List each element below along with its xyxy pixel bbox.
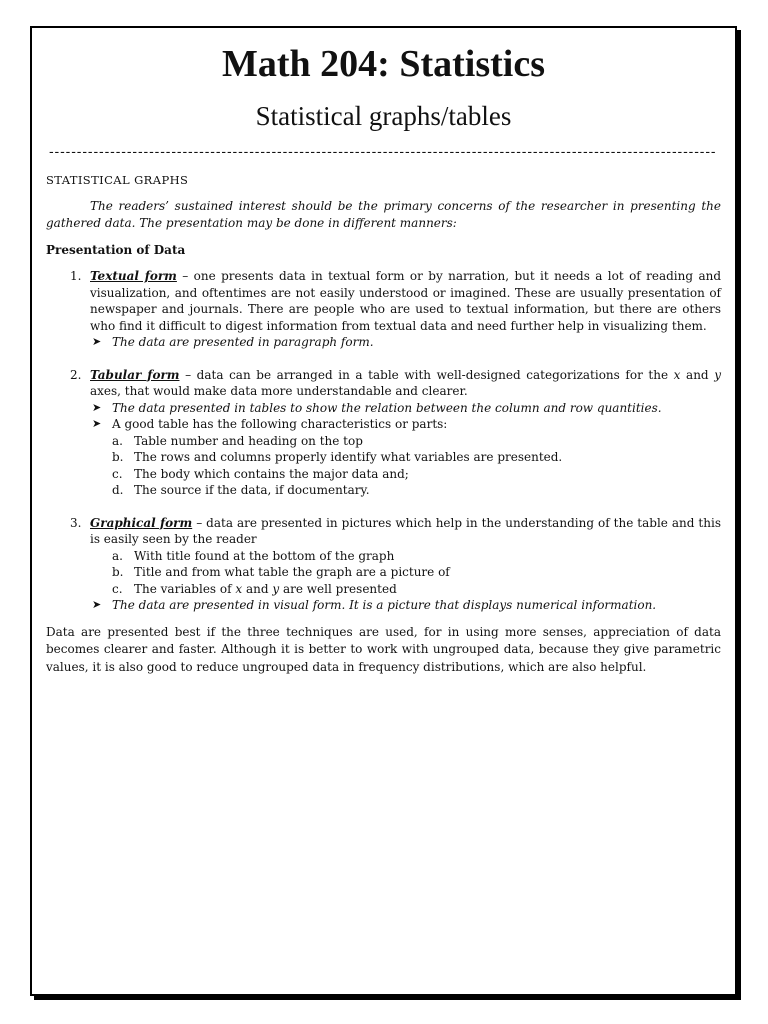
dashed-divider: ------------------------------------------------------------------------------------------------------------------------ bbox=[49, 143, 717, 159]
item-text: – data are presented in pictures which help in the understanding of the table and this is easily seen by the reader bbox=[90, 515, 721, 546]
lettered-text: With title found at the bottom of the graph bbox=[134, 548, 395, 563]
lettered-item bbox=[90, 564, 721, 581]
arrowhead-bullet-icon: ➤ bbox=[92, 335, 102, 348]
document-body bbox=[46, 42, 721, 676]
item-text: and bbox=[680, 367, 715, 382]
lettered-text: The variables of bbox=[134, 581, 236, 596]
bullet-text: The data are presented in visual form. It is a picture that displays numerical information. bbox=[112, 598, 657, 612]
arrowhead-bullet-icon: ➤ bbox=[92, 417, 102, 430]
presentation-list bbox=[46, 268, 721, 614]
item-text: – one presents data in textual form or by narration, but it needs a lot of reading and visualization, and oftentimes are not easily understood or imagined. These are usually presentation of newspaper and journals. There are people who are used to textual information, but there are others who find it difficult to digest information from textual data and need further help in visualizing them. bbox=[90, 269, 722, 333]
var-x: x bbox=[235, 581, 243, 596]
item-number: 3. bbox=[70, 515, 82, 530]
lettered-list bbox=[90, 548, 721, 598]
list-item-graphical bbox=[46, 515, 721, 614]
closing-paragraph: Data are presented best if the three techniques are used, for in using more senses, appreciation of data becomes clearer and faster. Although it is better to work with ungrouped data, because they give parametric values, it is also good to reduce ungrouped data in frequency distributions, which are also helpful. bbox=[46, 624, 721, 674]
letter-marker: b. bbox=[112, 565, 124, 579]
bullet-list bbox=[90, 400, 721, 433]
lettered-text: Table number and heading on the top bbox=[134, 433, 363, 448]
lettered-item bbox=[90, 548, 721, 565]
intro-paragraph: The readers’ sustained interest should be the primary concerns of the researcher in presenting the gathered data. The presentation may be done in different manners: bbox=[46, 199, 721, 230]
bullet-item bbox=[90, 400, 721, 417]
letter-marker: b. bbox=[112, 450, 124, 464]
bullet-text: The data presented in tables to show the relation between the column and row quantities. bbox=[112, 400, 662, 415]
lettered-list bbox=[90, 433, 721, 499]
var-x: x bbox=[673, 367, 681, 382]
bullet-text: A good table has the following characteristics or parts: bbox=[112, 417, 448, 431]
lettered-item bbox=[90, 482, 721, 499]
var-y: y bbox=[272, 581, 280, 596]
lettered-text: are well presented bbox=[279, 581, 397, 596]
letter-marker: a. bbox=[112, 548, 123, 563]
term-graphical-form: Graphical form bbox=[90, 515, 193, 530]
page-frame bbox=[30, 26, 737, 996]
bullet-list bbox=[90, 334, 721, 351]
item-text: axes, that would make data more understandable and clearer. bbox=[90, 384, 468, 398]
sub-heading: Presentation of Data bbox=[46, 243, 186, 257]
bullet-item bbox=[90, 334, 721, 351]
lettered-text: The rows and columns properly identify what variables are presented. bbox=[134, 450, 563, 464]
bullet-item bbox=[90, 597, 721, 614]
letter-marker: c. bbox=[112, 581, 123, 596]
page-subtitle: Statistical graphs/tables bbox=[255, 101, 512, 131]
list-item-textual bbox=[46, 268, 721, 351]
term-textual-form: Textual form bbox=[90, 269, 177, 283]
arrowhead-bullet-icon: ➤ bbox=[92, 400, 102, 414]
lettered-text: Title and from what table the graph are a picture of bbox=[134, 565, 450, 579]
lettered-item bbox=[90, 581, 721, 598]
item-number: 2. bbox=[70, 367, 82, 382]
arrowhead-bullet-icon: ➤ bbox=[92, 598, 102, 611]
bullet-list bbox=[90, 597, 721, 614]
page-title: Math 204: Statistics bbox=[222, 43, 545, 85]
item-number: 1. bbox=[70, 269, 82, 283]
lettered-item bbox=[90, 433, 721, 450]
var-y: y bbox=[714, 367, 721, 382]
letter-marker: a. bbox=[112, 433, 123, 448]
list-item-tabular bbox=[46, 367, 721, 499]
term-tabular-form: Tabular form bbox=[90, 367, 180, 382]
item-text: – data can be arranged in a table with well-designed categorizations for the bbox=[179, 367, 674, 382]
lettered-item bbox=[90, 449, 721, 466]
lettered-item bbox=[90, 466, 721, 483]
letter-marker: d. bbox=[112, 483, 124, 497]
bullet-item bbox=[90, 416, 721, 433]
lettered-text: The source if the data, if documentary. bbox=[134, 483, 370, 497]
letter-marker: c. bbox=[112, 466, 123, 481]
bullet-text: The data are presented in paragraph form. bbox=[112, 335, 374, 349]
lettered-text: The body which contains the major data and; bbox=[134, 466, 409, 481]
section-heading: STATISTICAL GRAPHS bbox=[46, 173, 189, 187]
lettered-text: and bbox=[242, 581, 273, 596]
